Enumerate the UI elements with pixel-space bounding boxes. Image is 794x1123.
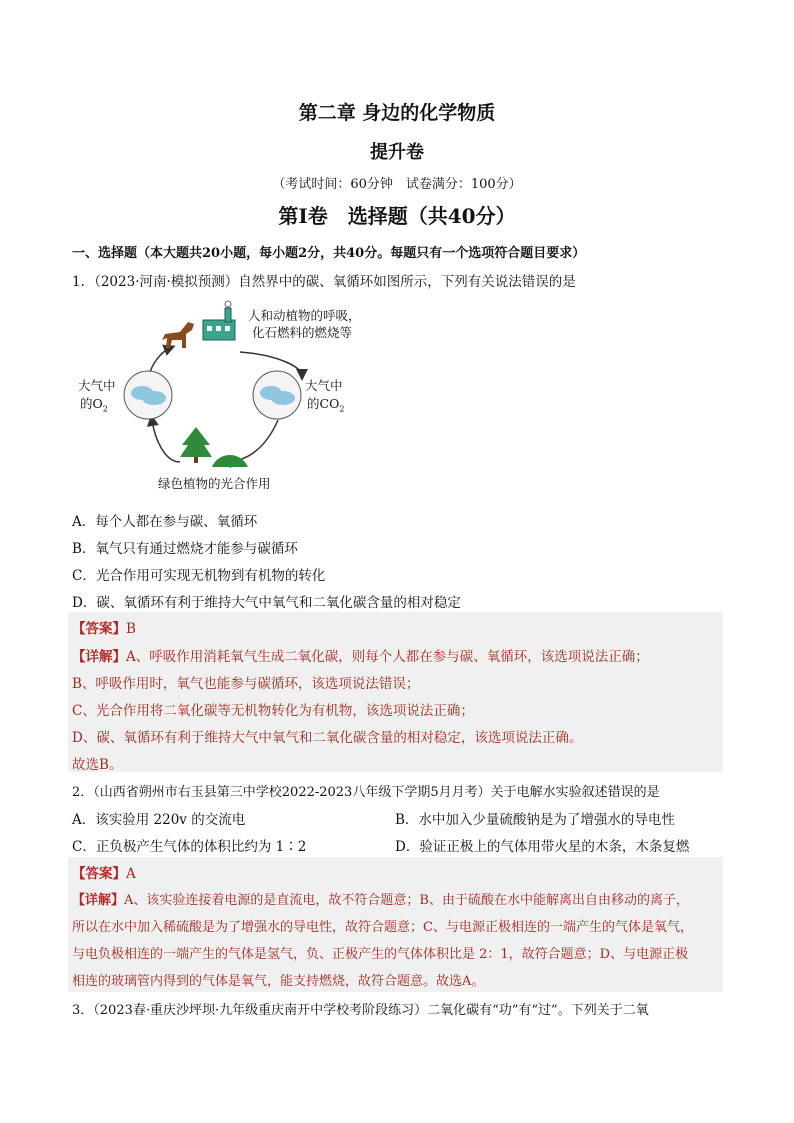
diagram-label-left-2: 的$O_2$ bbox=[80, 396, 108, 414]
section-heading: 一、选择题（本大题共20小题，每小题2分，共40分。每题只有一个选项符合题目要求） bbox=[72, 246, 586, 261]
q1-option-a: A．每个人都在参与碳、氧循环 bbox=[72, 514, 258, 530]
q2-answer: 【答案】A bbox=[72, 866, 136, 882]
exam-info: （考试时间：60分钟 试卷满分：100分） bbox=[272, 177, 522, 192]
arrow-bottom-left bbox=[152, 420, 180, 462]
q1-stem: 1．（2023·河南·模拟预测）自然界中的碳、氧循环如图所示，下列有关说法错误的是 bbox=[72, 274, 576, 290]
tree-icon bbox=[180, 427, 212, 463]
paper-subtitle: 提升卷 bbox=[370, 142, 424, 163]
q1-option-d: D．碳、氧循环有利于维持大气中氧气和二氧化碳含量的相对稳定 bbox=[72, 595, 461, 611]
bush-icon bbox=[212, 455, 248, 467]
diagram-label-right-2: 的$CO_2$ bbox=[307, 396, 345, 414]
q1-detail-line-5: 故选B。 bbox=[72, 757, 123, 773]
q2-stem: 2．（山西省朔州市右玉县第三中学校2022-2023八年级下学期5月月考）关于电解水实验叙述错误的是 bbox=[72, 785, 660, 800]
q1-option-c: C．光合作用可实现无机物到有机物的转化 bbox=[72, 568, 326, 584]
q2-detail-line-2: 所以在水中加入稀硫酸是为了增强水的导电性，故符合题意；C、与电源正极相连的一端产生的气体是氧气， bbox=[72, 920, 693, 935]
factory-icon bbox=[203, 301, 235, 340]
q1-answer-block bbox=[68, 612, 723, 772]
cloud-left-icon bbox=[124, 371, 172, 419]
q1-detail-line-1: 【详解】A、呼吸作用消耗氧气生成二氧化碳，则每个人都在参与碳、氧循环，该选项说法正确； bbox=[72, 649, 649, 665]
diagram-label-photosynthesis: 绿色植物的光合作用 bbox=[158, 476, 271, 491]
q2-option-a: A．该实验用 220v 的交流电 bbox=[72, 812, 246, 828]
q1-detail-line-2: B、呼吸作用时，氧气也能参与碳循环，该选项说法错误； bbox=[72, 676, 420, 692]
diagram-label-right-1: 大气中 bbox=[305, 378, 343, 393]
cloud-right-icon bbox=[253, 371, 301, 419]
diagram-label-respiration: 人和动植物的呼吸， bbox=[248, 308, 361, 323]
q1-option-b: B．氧气只有通过燃烧才能参与碳循环 bbox=[72, 541, 298, 557]
chapter-title: 第二章 身边的化学物质 bbox=[298, 102, 496, 124]
arrow-top-left bbox=[150, 348, 170, 372]
q2-detail-line-3: 与电负极相连的一端产生的气体是氢气，负、正极产生的气体体积比是 2：1，故符合题意；D、与电源正极 bbox=[72, 947, 689, 962]
q1-detail-line-3: C、光合作用将二氧化碳等无机物转化为有机物，该选项说法正确； bbox=[72, 703, 474, 719]
carbon-oxygen-cycle-diagram bbox=[70, 290, 370, 500]
q1-detail-line-4: D、碳、氧循环有利于维持大气中氧气和二氧化碳含量的相对稳定，该选项说法正确。 bbox=[72, 730, 583, 746]
diagram-label-combustion: 化石燃料的燃烧等 bbox=[252, 325, 353, 340]
volume-title: 第Ⅰ卷 选择题（共40分） bbox=[278, 204, 516, 228]
q2-detail-line-1: 【详解】A、该实验连接着电源的是直流电，故不符合题意；B、由于硫酸在水中能解离出自由移动的离子， bbox=[72, 893, 689, 908]
q2-option-b: B．水中加入少量硫酸钠是为了增强水的导电性 bbox=[395, 812, 675, 828]
q3-stem: 3．（2023春·重庆沙坪坝·九年级重庆南开中学校考阶段练习）二氧化碳有“功”有“过”。下列关于二氧 bbox=[72, 1003, 649, 1018]
q1-answer: 【答案】B bbox=[72, 621, 136, 637]
q2-detail-line-4: 相连的玻璃管内得到的气体是氧气，能支持燃烧，故符合题意。故选A。 bbox=[72, 974, 485, 989]
diagram-label-left-1: 大气中 bbox=[78, 378, 116, 393]
horse-icon bbox=[162, 322, 194, 348]
q2-option-c: C．正负极产生气体的体积比约为 1∶2 bbox=[72, 839, 307, 855]
q2-option-d: D．验证正极上的气体用带火星的木条，木条复燃 bbox=[395, 839, 690, 855]
